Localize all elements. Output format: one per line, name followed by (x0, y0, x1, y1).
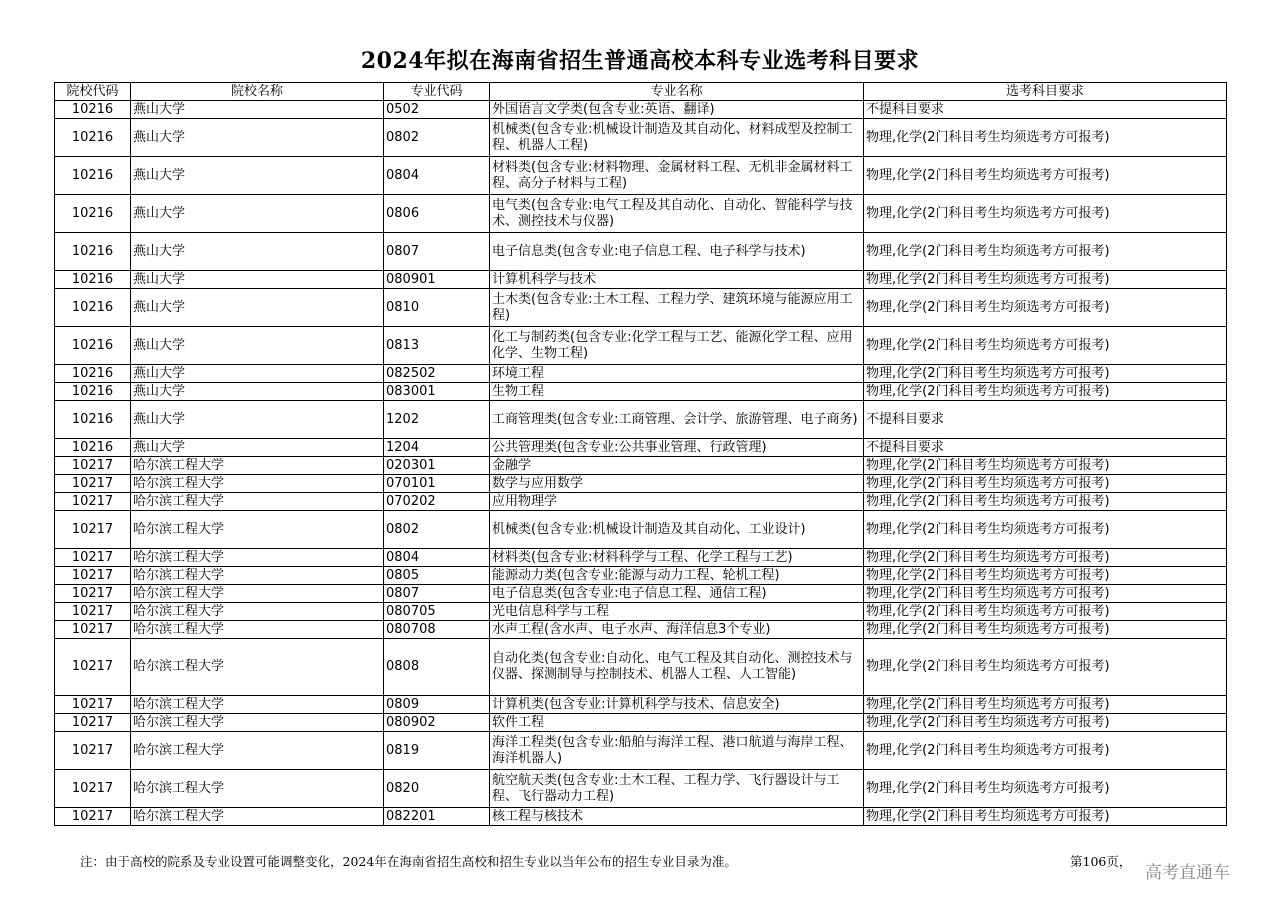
cell-school-code: 10217 (55, 511, 131, 549)
cell-school-name: 燕山大学 (131, 271, 384, 289)
cell-school-name: 燕山大学 (131, 401, 384, 439)
cell-requirement: 不提科目要求 (864, 101, 1227, 119)
table-row (55, 770, 1227, 808)
cell-major-name: 海洋工程类(包含专业:船舶与海洋工程、港口航道与海岸工程、海洋机器人) (490, 732, 864, 770)
cell-school-code: 10217 (55, 696, 131, 714)
cell-major-code: 080705 (384, 603, 490, 621)
cell-major-code: 0807 (384, 233, 490, 271)
cell-requirement: 物理,化学(2门科目考生均须选考方可报考) (864, 195, 1227, 233)
cell-major-name: 自动化类(包含专业:自动化、电气工程及其自动化、测控技术与仪器、探测制导与控制技术、机器人工程、人工智能) (490, 639, 864, 696)
cell-major-name: 航空航天类(包含专业:土木工程、工程力学、飞行器设计与工程、飞行器动力工程) (490, 770, 864, 808)
cell-school-code: 10217 (55, 621, 131, 639)
cell-requirement: 物理,化学(2门科目考生均须选考方可报考) (864, 549, 1227, 567)
cell-major-code: 080901 (384, 271, 490, 289)
cell-school-code: 10217 (55, 475, 131, 493)
cell-school-name: 哈尔滨工程大学 (131, 770, 384, 808)
cell-school-code: 10216 (55, 101, 131, 119)
cell-major-code: 080902 (384, 714, 490, 732)
cell-school-code: 10216 (55, 289, 131, 327)
cell-major-code: 080708 (384, 621, 490, 639)
cell-school-name: 哈尔滨工程大学 (131, 511, 384, 549)
cell-major-code: 0806 (384, 195, 490, 233)
cell-major-code: 0810 (384, 289, 490, 327)
cell-requirement: 物理,化学(2门科目考生均须选考方可报考) (864, 457, 1227, 475)
table-row (55, 119, 1227, 157)
table-row (55, 383, 1227, 401)
cell-major-code: 0804 (384, 549, 490, 567)
cell-school-name: 燕山大学 (131, 327, 384, 365)
header-requirement: 选考科目要求 (864, 83, 1227, 101)
cell-school-code: 10216 (55, 119, 131, 157)
cell-requirement: 物理,化学(2门科目考生均须选考方可报考) (864, 365, 1227, 383)
cell-school-name: 燕山大学 (131, 119, 384, 157)
cell-school-name: 燕山大学 (131, 383, 384, 401)
header-school-name: 院校名称 (131, 83, 384, 101)
requirements-table (54, 82, 1227, 826)
cell-school-code: 10216 (55, 365, 131, 383)
cell-major-name: 软件工程 (490, 714, 864, 732)
cell-school-code: 10217 (55, 732, 131, 770)
cell-school-code: 10216 (55, 271, 131, 289)
table-row (55, 233, 1227, 271)
cell-requirement: 物理,化学(2门科目考生均须选考方可报考) (864, 585, 1227, 603)
cell-school-code: 10216 (55, 401, 131, 439)
cell-requirement: 物理,化学(2门科目考生均须选考方可报考) (864, 696, 1227, 714)
cell-school-name: 燕山大学 (131, 157, 384, 195)
cell-requirement: 物理,化学(2门科目考生均须选考方可报考) (864, 770, 1227, 808)
cell-requirement: 物理,化学(2门科目考生均须选考方可报考) (864, 233, 1227, 271)
cell-school-name: 哈尔滨工程大学 (131, 585, 384, 603)
cell-major-name: 外国语言文学类(包含专业:英语、翻译) (490, 101, 864, 119)
table-row (55, 475, 1227, 493)
cell-major-code: 070202 (384, 493, 490, 511)
cell-major-name: 环境工程 (490, 365, 864, 383)
cell-school-name: 燕山大学 (131, 233, 384, 271)
cell-major-code: 070101 (384, 475, 490, 493)
cell-major-name: 公共管理类(包含专业:公共事业管理、行政管理) (490, 439, 864, 457)
cell-school-code: 10216 (55, 439, 131, 457)
cell-major-name: 应用物理学 (490, 493, 864, 511)
table-row (55, 714, 1227, 732)
cell-major-name: 电气类(包含专业:电气工程及其自动化、自动化、智能科学与技术、测控技术与仪器) (490, 195, 864, 233)
cell-school-code: 10216 (55, 195, 131, 233)
table-row (55, 157, 1227, 195)
cell-school-name: 燕山大学 (131, 439, 384, 457)
cell-requirement: 物理,化学(2门科目考生均须选考方可报考) (864, 603, 1227, 621)
cell-requirement: 物理,化学(2门科目考生均须选考方可报考) (864, 475, 1227, 493)
cell-major-name: 化工与制药类(包含专业:化学工程与工艺、能源化学工程、应用化学、生物工程) (490, 327, 864, 365)
cell-school-code: 10217 (55, 549, 131, 567)
cell-requirement: 物理,化学(2门科目考生均须选考方可报考) (864, 327, 1227, 365)
cell-requirement: 物理,化学(2门科目考生均须选考方可报考) (864, 493, 1227, 511)
cell-major-code: 1202 (384, 401, 490, 439)
cell-major-name: 材料类(包含专业:材料科学与工程、化学工程与工艺) (490, 549, 864, 567)
cell-major-code: 020301 (384, 457, 490, 475)
cell-school-name: 哈尔滨工程大学 (131, 621, 384, 639)
cell-major-name: 数学与应用数学 (490, 475, 864, 493)
table-row (55, 603, 1227, 621)
cell-school-code: 10217 (55, 808, 131, 826)
table-row (55, 271, 1227, 289)
cell-major-name: 工商管理类(包含专业:工商管理、会计学、旅游管理、电子商务) (490, 401, 864, 439)
cell-requirement: 物理,化学(2门科目考生均须选考方可报考) (864, 639, 1227, 696)
table-row (55, 696, 1227, 714)
cell-major-code: 0808 (384, 639, 490, 696)
footnote: 注：由于高校的院系及专业设置可能调整变化，2024年在海南省招生高校和招生专业以当年公布的招生专业目录为准。 (80, 854, 737, 869)
cell-school-code: 10216 (55, 383, 131, 401)
cell-school-name: 哈尔滨工程大学 (131, 475, 384, 493)
table-row (55, 549, 1227, 567)
cell-school-code: 10217 (55, 714, 131, 732)
page-number: 第106页， (1070, 854, 1132, 869)
cell-school-code: 10216 (55, 233, 131, 271)
table-row (55, 639, 1227, 696)
cell-school-name: 哈尔滨工程大学 (131, 457, 384, 475)
cell-major-code: 0813 (384, 327, 490, 365)
cell-major-code: 0820 (384, 770, 490, 808)
cell-major-code: 0807 (384, 585, 490, 603)
cell-school-code: 10217 (55, 639, 131, 696)
cell-requirement: 物理,化学(2门科目考生均须选考方可报考) (864, 714, 1227, 732)
cell-major-name: 金融学 (490, 457, 864, 475)
header-major-name: 专业名称 (490, 83, 864, 101)
cell-school-name: 哈尔滨工程大学 (131, 696, 384, 714)
cell-school-code: 10217 (55, 457, 131, 475)
table-row (55, 585, 1227, 603)
cell-requirement: 物理,化学(2门科目考生均须选考方可报考) (864, 383, 1227, 401)
table-row (55, 195, 1227, 233)
cell-major-code: 0819 (384, 732, 490, 770)
cell-school-name: 哈尔滨工程大学 (131, 603, 384, 621)
table-row (55, 567, 1227, 585)
cell-requirement: 不提科目要求 (864, 439, 1227, 457)
cell-major-name: 土木类(包含专业:土木工程、工程力学、建筑环境与能源应用工程) (490, 289, 864, 327)
cell-school-name: 哈尔滨工程大学 (131, 714, 384, 732)
cell-school-name: 燕山大学 (131, 101, 384, 119)
cell-school-name: 燕山大学 (131, 289, 384, 327)
table-row (55, 621, 1227, 639)
table-row (55, 493, 1227, 511)
cell-requirement: 物理,化学(2门科目考生均须选考方可报考) (864, 808, 1227, 826)
cell-major-code: 0502 (384, 101, 490, 119)
cell-school-name: 哈尔滨工程大学 (131, 639, 384, 696)
cell-school-name: 哈尔滨工程大学 (131, 567, 384, 585)
table-row (55, 808, 1227, 826)
table-row (55, 439, 1227, 457)
cell-major-name: 计算机类(包含专业:计算机科学与技术、信息安全) (490, 696, 864, 714)
cell-school-code: 10216 (55, 327, 131, 365)
cell-major-name: 核工程与核技术 (490, 808, 864, 826)
cell-school-code: 10217 (55, 567, 131, 585)
cell-major-code: 082201 (384, 808, 490, 826)
cell-major-name: 电子信息类(包含专业:电子信息工程、通信工程) (490, 585, 864, 603)
cell-requirement: 物理,化学(2门科目考生均须选考方可报考) (864, 511, 1227, 549)
table-row (55, 327, 1227, 365)
watermark: 高考直通车 (1145, 863, 1230, 883)
cell-major-name: 水声工程(含水声、电子水声、海洋信息3个专业) (490, 621, 864, 639)
cell-school-name: 燕山大学 (131, 195, 384, 233)
cell-major-code: 0809 (384, 696, 490, 714)
cell-major-name: 机械类(包含专业:机械设计制造及其自动化、材料成型及控制工程、机器人工程) (490, 119, 864, 157)
cell-school-name: 哈尔滨工程大学 (131, 549, 384, 567)
cell-major-code: 0804 (384, 157, 490, 195)
table-body (55, 101, 1227, 826)
cell-school-code: 10217 (55, 770, 131, 808)
cell-school-name: 燕山大学 (131, 365, 384, 383)
cell-major-code: 082502 (384, 365, 490, 383)
cell-major-name: 电子信息类(包含专业:电子信息工程、电子科学与技术) (490, 233, 864, 271)
cell-school-code: 10217 (55, 603, 131, 621)
cell-school-code: 10217 (55, 585, 131, 603)
table-row (55, 101, 1227, 119)
header-school-code: 院校代码 (55, 83, 131, 101)
cell-major-name: 材料类(包含专业:材料物理、金属材料工程、无机非金属材料工程、高分子材料与工程) (490, 157, 864, 195)
page-title: 2024年拟在海南省招生普通高校本科专业选考科目要求 (360, 48, 920, 74)
cell-major-code: 0805 (384, 567, 490, 585)
cell-requirement: 物理,化学(2门科目考生均须选考方可报考) (864, 567, 1227, 585)
cell-requirement: 不提科目要求 (864, 401, 1227, 439)
cell-major-name: 机械类(包含专业:机械设计制造及其自动化、工业设计) (490, 511, 864, 549)
cell-major-name: 生物工程 (490, 383, 864, 401)
cell-major-name: 光电信息科学与工程 (490, 603, 864, 621)
cell-requirement: 物理,化学(2门科目考生均须选考方可报考) (864, 289, 1227, 327)
table-row (55, 365, 1227, 383)
cell-requirement: 物理,化学(2门科目考生均须选考方可报考) (864, 621, 1227, 639)
cell-school-name: 哈尔滨工程大学 (131, 808, 384, 826)
cell-requirement: 物理,化学(2门科目考生均须选考方可报考) (864, 119, 1227, 157)
header-major-code: 专业代码 (384, 83, 490, 101)
table-header-row (55, 83, 1227, 101)
table-row (55, 289, 1227, 327)
table-row (55, 511, 1227, 549)
table-row (55, 401, 1227, 439)
cell-school-name: 哈尔滨工程大学 (131, 493, 384, 511)
cell-major-code: 083001 (384, 383, 490, 401)
cell-school-name: 哈尔滨工程大学 (131, 732, 384, 770)
cell-major-code: 1204 (384, 439, 490, 457)
cell-requirement: 物理,化学(2门科目考生均须选考方可报考) (864, 732, 1227, 770)
cell-major-name: 计算机科学与技术 (490, 271, 864, 289)
cell-major-code: 0802 (384, 511, 490, 549)
cell-major-code: 0802 (384, 119, 490, 157)
cell-major-name: 能源动力类(包含专业:能源与动力工程、轮机工程) (490, 567, 864, 585)
table-row (55, 457, 1227, 475)
cell-school-code: 10216 (55, 157, 131, 195)
cell-school-code: 10217 (55, 493, 131, 511)
cell-requirement: 物理,化学(2门科目考生均须选考方可报考) (864, 271, 1227, 289)
table-row (55, 732, 1227, 770)
cell-requirement: 物理,化学(2门科目考生均须选考方可报考) (864, 157, 1227, 195)
